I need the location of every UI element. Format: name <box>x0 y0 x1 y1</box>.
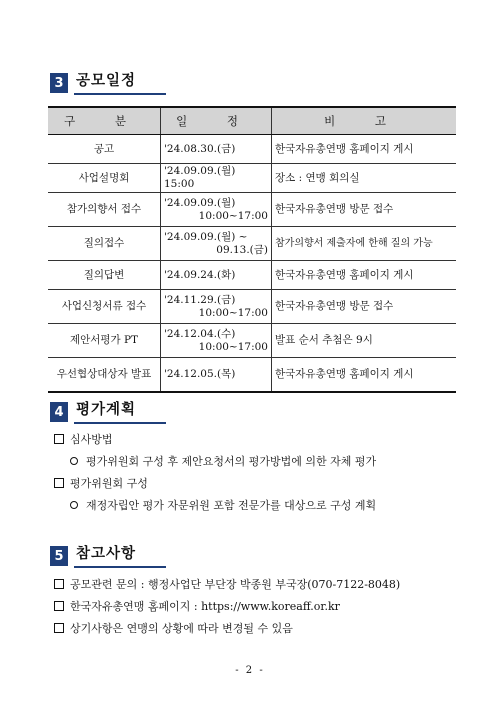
circle-bullet-icon <box>70 457 78 465</box>
row-note: 장소 : 연맹 회의실 <box>272 164 457 193</box>
row-item: 사업설명회 <box>48 164 161 193</box>
row-item: 우선협상대상자 발표 <box>48 358 161 392</box>
list-item <box>54 428 376 450</box>
schedule-table <box>48 106 456 393</box>
row-item: 질의답변 <box>48 261 161 290</box>
row-note: 한국자유총연맹 홈페이지 게시 <box>272 135 457 164</box>
row-date: '24.09.24.(화) <box>161 261 272 290</box>
section-number: 4 <box>50 402 68 422</box>
row-item: 질의접수 <box>48 227 161 261</box>
section-title: 참고사항 <box>74 544 166 568</box>
list-item <box>54 617 400 639</box>
row-note: 발표 순서 추첨은 9시 <box>272 324 457 358</box>
section-4-header <box>50 400 166 424</box>
row-note: 참가의향서 제출자에 한해 질의 가능 <box>272 227 457 261</box>
list-item <box>54 595 400 617</box>
table-row <box>48 193 456 227</box>
table-row <box>48 227 456 261</box>
section-number: 3 <box>50 73 68 93</box>
table-row <box>48 261 456 290</box>
list-item-text: 심사방법 <box>70 433 113 446</box>
row-item: 공고 <box>48 135 161 164</box>
reference-list <box>54 573 400 639</box>
table-row <box>48 290 456 324</box>
row-date: '24.12.05.(목) <box>161 358 272 392</box>
list-subitem <box>54 450 376 472</box>
section-5-header <box>50 544 166 568</box>
checkbox-square-icon <box>54 579 64 589</box>
table-row <box>48 324 456 358</box>
list-item-text: 한국자유총연맹 홈페이지 : https://www.koreaff.or.kr <box>70 600 340 613</box>
evaluation-list <box>54 428 376 516</box>
checkbox-square-icon <box>54 601 64 611</box>
list-item-text: 평가위원회 구성 <box>70 477 148 490</box>
table-row <box>48 164 456 193</box>
row-item: 제안서평가 PT <box>48 324 161 358</box>
section-3-header <box>50 71 166 95</box>
checkbox-square-icon <box>54 623 64 633</box>
row-date: '24.09.09.(월) 10:00~17:00 <box>161 193 272 227</box>
row-date: '24.09.09.(월) 15:00 <box>161 164 272 193</box>
header-remarks: 비 고 <box>272 107 457 135</box>
table-row <box>48 358 456 392</box>
row-note: 한국자유총연맹 홈페이지 게시 <box>272 261 457 290</box>
row-date: '24.08.30.(금) <box>161 135 272 164</box>
list-subitem-text: 재정자립안 평가 자문위원 포함 전문가를 대상으로 구성 계획 <box>86 499 377 512</box>
row-date: '24.11.29.(금) 10:00~17:00 <box>161 290 272 324</box>
row-note: 한국자유총연맹 홈페이지 게시 <box>272 358 457 392</box>
circle-bullet-icon <box>70 501 78 509</box>
checkbox-square-icon <box>54 478 64 488</box>
row-note: 한국자유총연맹 방문 접수 <box>272 193 457 227</box>
row-item: 참가의향서 접수 <box>48 193 161 227</box>
row-item: 사업신청서류 접수 <box>48 290 161 324</box>
section-title: 평가계획 <box>74 400 166 424</box>
section-title: 공모일정 <box>74 71 166 95</box>
checkbox-square-icon <box>54 434 64 444</box>
row-date: '24.12.04.(수) 10:00~17:00 <box>161 324 272 358</box>
list-subitem <box>54 494 376 516</box>
section-number: 5 <box>50 546 68 566</box>
table-row <box>48 135 456 164</box>
page-number: - 2 - <box>235 665 265 676</box>
header-schedule: 일 정 <box>161 107 272 135</box>
list-item-text: 상기사항은 연맹의 상황에 따라 변경될 수 있음 <box>70 622 293 635</box>
list-item-text: 공모관련 문의 : 행정사업단 부단장 박종원 부국장(070-7122-8048) <box>70 578 401 591</box>
row-note: 한국자유총연맹 방문 접수 <box>272 290 457 324</box>
header-category: 구 분 <box>48 107 161 135</box>
list-item <box>54 472 376 494</box>
row-date: '24.09.09.(월) ~ 09.13.(금) <box>161 227 272 261</box>
list-subitem-text: 평가위원회 구성 후 제안요청서의 평가방법에 의한 자체 평가 <box>86 455 377 468</box>
list-item <box>54 573 400 595</box>
